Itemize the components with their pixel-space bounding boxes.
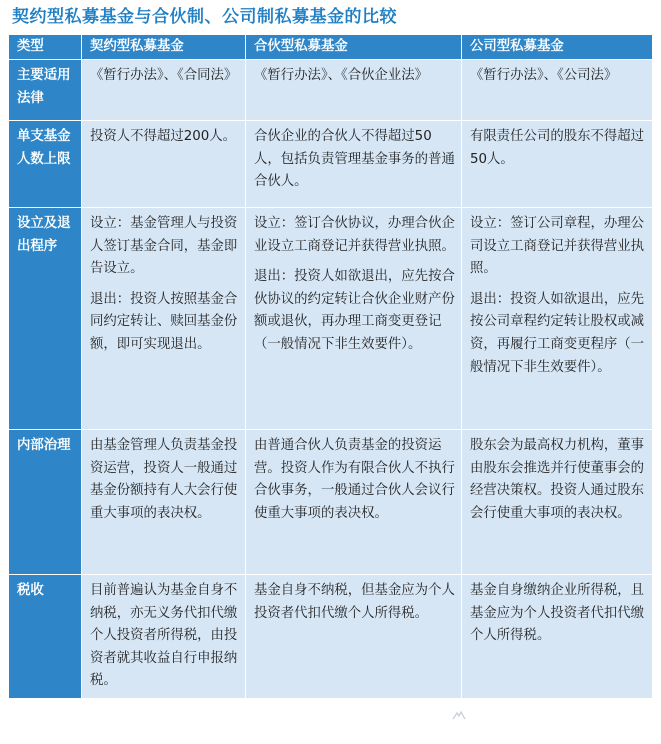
header-row [9, 35, 653, 60]
comparison-table [8, 34, 653, 699]
header-type: 类型 [9, 35, 82, 60]
cell-contract-fund [82, 60, 246, 121]
cell-paragraph: 基金自身不纳税，但基金应为个人投资者代扣代缴个人所得税。 [254, 583, 455, 621]
page-title: 契约型私募基金与合伙制、公司制私募基金的比较 [12, 7, 397, 27]
header-corporate-fund: 公司型私募基金 [462, 35, 653, 60]
cell-paragraph: 股东会为最高权力机构，董事由股东会推选并行使董事会的经营决策权。投资人通过股东会行使重大事项的表决权。 [470, 438, 645, 521]
cell-paragraph: 投资人不得超过200人。 [90, 129, 237, 144]
row-label: 设立及退出程序 [9, 208, 82, 430]
cell-partnership-fund [246, 60, 462, 121]
cell-corporate-fund [462, 121, 653, 208]
cell-paragraph: 退出：投资人如欲退出，应先按公司章程约定转让股权或减资，再履行工商变更程序（一般情况下非生效要件）。 [470, 291, 645, 375]
row-label: 内部治理 [9, 430, 82, 575]
row-label: 主要适用法律 [9, 60, 82, 121]
cell-corporate-fund [462, 430, 653, 575]
cell-paragraph: 合伙企业的合伙人不得超过50人，包括负责管理基金事务的普通合伙人。 [254, 129, 455, 190]
cell-contract-fund [82, 121, 246, 208]
header-partnership-fund: 合伙型私募基金 [246, 35, 462, 60]
row-label: 单支基金人数上限 [9, 121, 82, 208]
cell-contract-fund [82, 575, 246, 699]
cell-paragraph: 由普通合伙人负责基金的投资运营。投资人作为有限合伙人不执行合伙事务，一般通过合伙人会议行使重大事项的表决权。 [254, 438, 455, 521]
cell-partnership-fund [246, 121, 462, 208]
cell-corporate-fund [462, 60, 653, 121]
header-contract-fund: 契约型私募基金 [82, 35, 246, 60]
cell-corporate-fund [462, 208, 653, 430]
cell-paragraph: 《暂行办法》、《公司法》 [470, 68, 618, 83]
cell-paragraph: 《暂行办法》、《合同法》 [90, 68, 238, 83]
cell-paragraph: 设立：基金管理人与投资人签订基金合同，基金即告设立。 [90, 216, 238, 277]
cell-paragraph: 设立：签订公司章程，办理公司设立工商登记并获得营业执照。 [470, 216, 645, 277]
table-row [9, 208, 653, 430]
table-row [9, 60, 653, 121]
table-row [9, 575, 653, 699]
cell-partnership-fund [246, 430, 462, 575]
cell-paragraph: 退出：投资人按照基金合同约定转让、赎回基金份额，即可实现退出。 [90, 291, 238, 352]
cell-paragraph: 《暂行办法》、《合伙企业法》 [254, 68, 429, 83]
row-label: 税收 [9, 575, 82, 699]
cell-contract-fund [82, 208, 246, 430]
cell-paragraph: 基金自身缴纳企业所得税，且基金应为个人投资者代扣代缴个人所得税。 [470, 583, 645, 644]
table-body [9, 60, 653, 699]
cell-corporate-fund [462, 575, 653, 699]
table-row [9, 430, 653, 575]
cell-partnership-fund [246, 575, 462, 699]
cell-paragraph: 有限责任公司的股东不得超过50人。 [470, 129, 645, 167]
cell-paragraph: 退出：投资人如欲退出，应先按合伙协议的约定转让合伙企业财产份额或退伙，再办理工商变更登记（一般情况下非生效要件）。 [254, 269, 455, 352]
cell-contract-fund [82, 430, 246, 575]
cell-paragraph: 由基金管理人负责基金投资运营，投资人一般通过基金份额持有人大会行使重大事项的表决权。 [90, 438, 238, 521]
table-row [9, 121, 653, 208]
cell-partnership-fund [246, 208, 462, 430]
cell-paragraph: 设立：签订合伙协议，办理合伙企业设立工商登记并获得营业执照。 [254, 216, 455, 254]
cell-paragraph: 目前普遍认为基金自身不纳税，亦无义务代扣代缴个人投资者所得税，由投资者就其收益自行申报纳税。 [90, 583, 238, 689]
watermark-icon [452, 710, 466, 720]
